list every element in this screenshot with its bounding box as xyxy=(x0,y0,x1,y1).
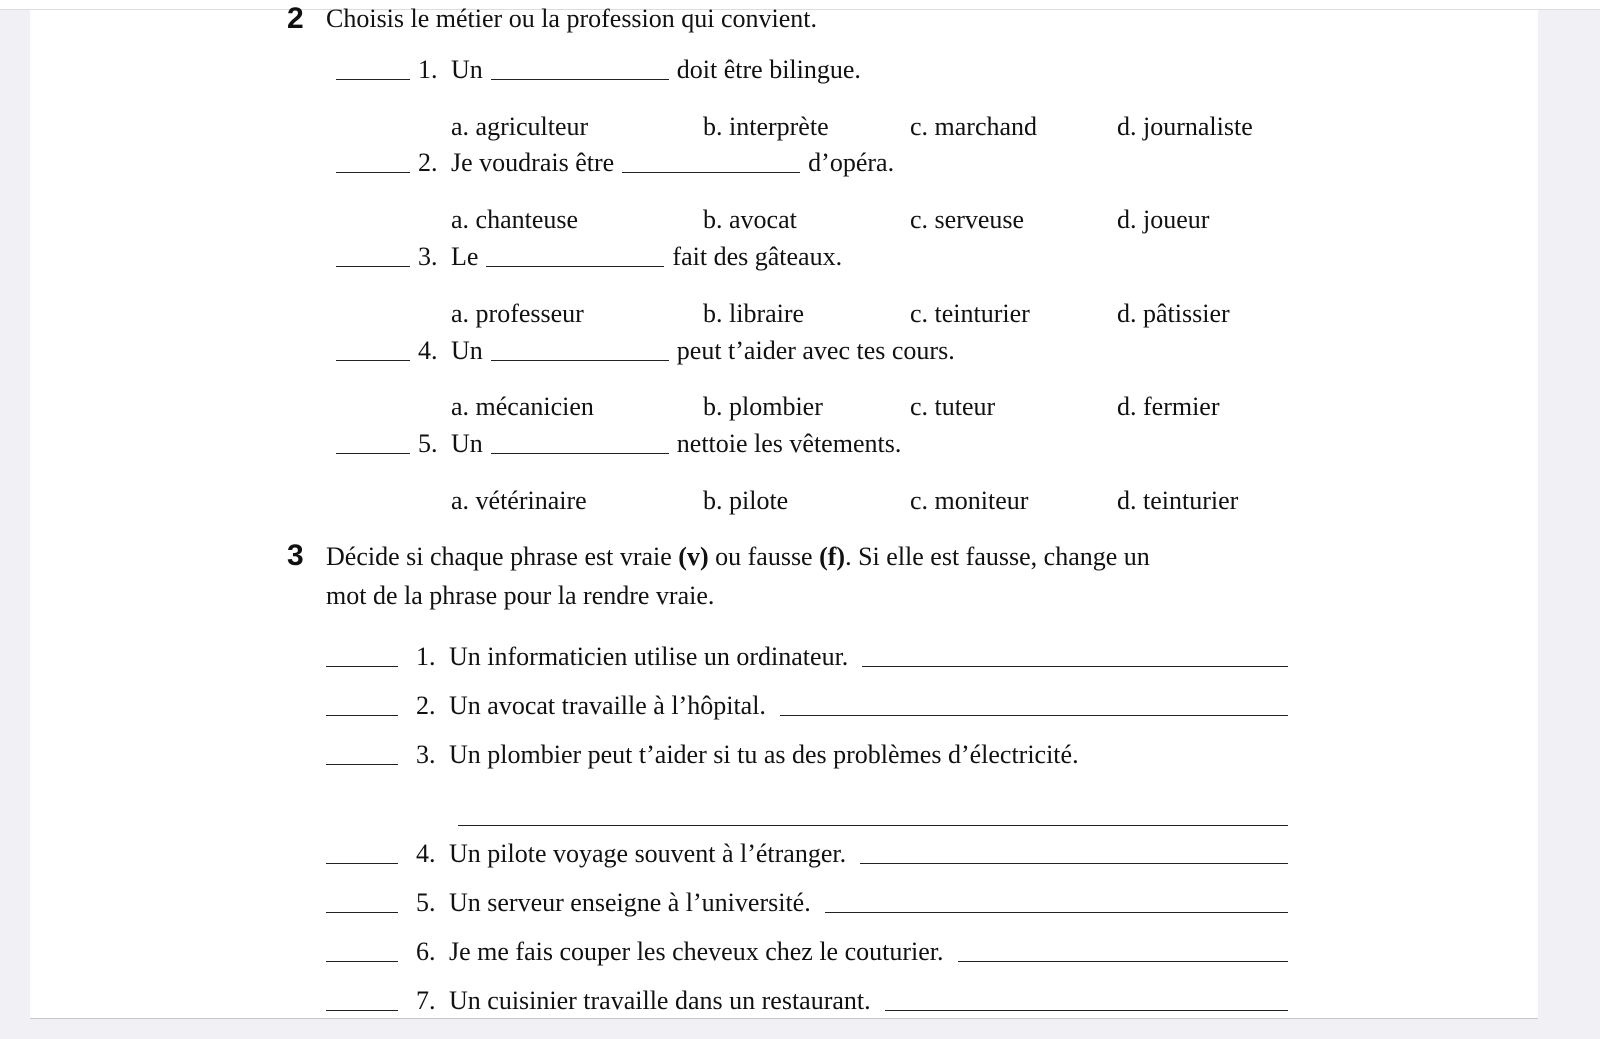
question-number: 1. xyxy=(418,55,438,84)
true-marker: (v) xyxy=(678,542,709,571)
question-text-after: nettoie les vêtements. xyxy=(676,429,902,458)
answer-blank[interactable] xyxy=(336,360,410,361)
answer-blank[interactable] xyxy=(326,666,398,667)
statement-number: 2. xyxy=(416,691,436,720)
correction-blank[interactable] xyxy=(958,961,1289,962)
question-text-after: doit être bilingue. xyxy=(676,55,861,84)
answer-blank[interactable] xyxy=(336,172,410,173)
statement-number: 3. xyxy=(416,740,436,769)
statement-text: Un informaticien utilise un ordinateur. xyxy=(449,642,849,671)
question-text-before: Un xyxy=(451,429,483,458)
answer-option: c. serveuse xyxy=(910,205,1025,234)
answer-option: a. chanteuse xyxy=(451,205,579,234)
answer-option: b. plombier xyxy=(703,392,823,421)
false-marker: (f) xyxy=(819,542,846,571)
answer-option: b. interprète xyxy=(703,112,829,141)
answer-option: a. agriculteur xyxy=(451,112,589,141)
question-text-before: Un xyxy=(451,55,483,84)
question-text-after: d’opéra. xyxy=(808,148,895,177)
fill-in-blank[interactable] xyxy=(491,360,669,361)
question-number: 4. xyxy=(418,336,438,365)
answer-option: d. joueur xyxy=(1117,205,1210,234)
correction-blank[interactable] xyxy=(885,1010,1288,1011)
answer-option: d. teinturier xyxy=(1117,486,1239,515)
question-number: 5. xyxy=(418,429,438,458)
statement-text: Un avocat travaille à l’hôpital. xyxy=(449,691,766,720)
section-instruction-line2: mot de la phrase pour la rendre vraie. xyxy=(326,581,715,610)
answer-option: d. journaliste xyxy=(1117,112,1253,141)
answer-blank[interactable] xyxy=(336,79,410,80)
statement-number: 6. xyxy=(416,937,436,966)
question-text-before: Le xyxy=(451,242,479,271)
instruction-text: Décide si chaque phrase est vraie xyxy=(326,542,679,571)
section-number: 2 xyxy=(287,2,304,35)
answer-option: a. professeur xyxy=(451,299,584,328)
statement-number: 1. xyxy=(416,642,436,671)
fill-in-blank[interactable] xyxy=(491,453,669,454)
answer-option: a. mécanicien xyxy=(451,392,594,421)
question-text-after: peut t’aider avec tes cours. xyxy=(676,336,955,365)
question-text-before: Je voudrais être xyxy=(451,148,615,177)
answer-blank[interactable] xyxy=(326,715,398,716)
correction-blank[interactable] xyxy=(458,825,1288,826)
statement-text: Un pilote voyage souvent à l’étranger. xyxy=(449,839,847,868)
statement-text: Un plombier peut t’aider si tu as des problèmes d’électricité. xyxy=(449,740,1079,769)
correction-blank[interactable] xyxy=(860,863,1288,864)
fill-in-blank[interactable] xyxy=(491,79,669,80)
question-text-before: Un xyxy=(451,336,483,365)
instruction-text: . Si elle est fausse, change un xyxy=(845,542,1150,571)
fill-in-blank[interactable] xyxy=(622,172,800,173)
answer-blank[interactable] xyxy=(326,961,398,962)
statement-text: Un serveur enseigne à l’université. xyxy=(449,888,811,917)
section-number: 3 xyxy=(287,539,304,572)
answer-blank[interactable] xyxy=(326,863,398,864)
correction-blank[interactable] xyxy=(862,666,1288,667)
answer-option: b. avocat xyxy=(703,205,797,234)
question-text-after: fait des gâteaux. xyxy=(672,242,843,271)
answer-option: c. tuteur xyxy=(910,392,996,421)
answer-blank[interactable] xyxy=(336,453,410,454)
section-instruction xyxy=(326,542,1150,572)
answer-option: b. libraire xyxy=(703,299,805,328)
answer-blank[interactable] xyxy=(326,912,398,913)
answer-blank[interactable] xyxy=(326,764,398,765)
statement-number: 5. xyxy=(416,888,436,917)
answer-option: b. pilote xyxy=(703,486,789,515)
answer-option: c. teinturier xyxy=(910,299,1030,328)
fill-in-blank[interactable] xyxy=(486,266,664,267)
answer-option: d. fermier xyxy=(1117,392,1220,421)
answer-blank[interactable] xyxy=(336,266,410,267)
answer-option: c. marchand xyxy=(910,112,1038,141)
section-instruction: Choisis le métier ou la profession qui convient. xyxy=(326,4,818,33)
statement-number: 4. xyxy=(416,839,436,868)
question-number: 3. xyxy=(418,242,438,271)
answer-blank[interactable] xyxy=(326,1010,398,1011)
correction-blank[interactable] xyxy=(825,912,1288,913)
answer-option: d. pâtissier xyxy=(1117,299,1230,328)
question-number: 2. xyxy=(418,148,438,177)
statement-number: 7. xyxy=(416,986,436,1015)
instruction-text: ou fausse xyxy=(708,542,820,571)
correction-blank[interactable] xyxy=(780,715,1288,716)
answer-option: a. vétérinaire xyxy=(451,486,587,515)
statement-text: Un cuisinier travaille dans un restaurant. xyxy=(449,986,871,1015)
answer-option: c. moniteur xyxy=(910,486,1029,515)
statement-text: Je me fais couper les cheveux chez le couturier. xyxy=(449,937,944,966)
